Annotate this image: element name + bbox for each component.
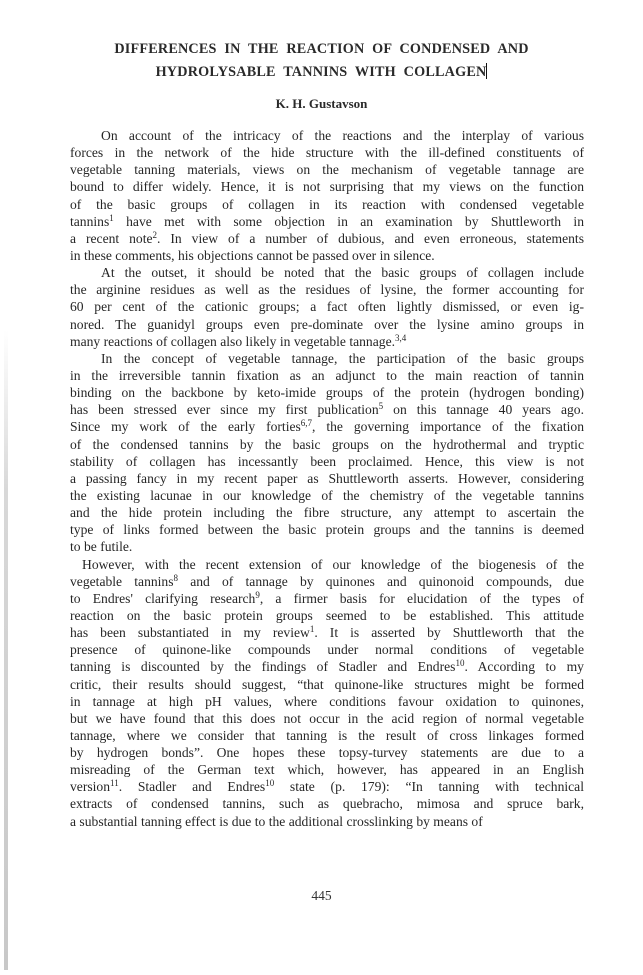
reference-superscript: 1: [309, 624, 315, 635]
text-line: to Endres' clarifying research$^9$, a firmer basis for elucidation of the types of: [70, 589, 584, 606]
reference-superscript: 6,7: [300, 418, 313, 429]
text-cursor: [486, 63, 487, 79]
text-line: and the hide protein including the fibre structure, any attempt to ascertain the: [70, 505, 584, 521]
text-line: tannage, where we consider that tanning is the result of cross linkages formed: [70, 727, 584, 743]
text-line: in these comments, his objections cannot be passed over in silence.: [70, 247, 435, 263]
page-number: 445: [311, 888, 332, 903]
text-line: However, with the recent extension of our knowledge of the biogenesis of the: [82, 556, 584, 572]
reference-superscript: 11: [110, 778, 119, 789]
text-line: critic, their results should suggest, “that quinone-like structures might be formed: [70, 676, 584, 692]
title-line-1: DIFFERENCES IN THE REACTION OF CONDENSED AND: [114, 41, 529, 57]
text-line: a substantial tanning effect is due to the additional crosslinking by means of: [70, 813, 483, 829]
text-line: tanning is discounted by the findings of Stadler and Endres$^{10}$. According to my: [70, 658, 584, 675]
reference-superscript: 8: [173, 572, 179, 583]
text-line: misreading of the German text which, however, has appeared in an English: [70, 762, 584, 778]
text-line: in the irreversible tannin fixation as an adjunct to the main reaction of tannin: [70, 367, 584, 383]
text-line: 60 per cent of the cationic groups; a fact often lightly dismissed, or even ig-: [70, 299, 584, 315]
text-line: Since my work of the early forties$^{6,7}$, the governing importance of the fixation: [70, 418, 584, 435]
text-line: of the condensed tannins by the basic groups on the hydrothermal and tryptic: [70, 436, 584, 452]
page-binding-edge: [4, 330, 8, 970]
text-line: reaction on the basic protein groups seemed to be established. This attitude: [70, 607, 584, 623]
text-line: vegetable tanning materials, views on the mechanism of vegetable tannage are: [70, 162, 584, 178]
text-line: the existing lacunae in our knowledge of the chemistry of the vegetable tannins: [70, 487, 584, 503]
text-line: in tannage at high pH values, where conditions favour oxidation to quinones,: [70, 693, 584, 709]
article-body: [70, 127, 584, 830]
article-title: [0, 38, 643, 84]
text-line: vegetable tannins$^8$ and of tannage by quinones and quinonoid compounds, due: [70, 572, 584, 589]
reference-superscript: 5: [378, 401, 384, 412]
reference-superscript: 10: [265, 778, 275, 789]
text-line: by hydrogen bonds”. One hopes these topsy-turvey statements are due to a: [70, 745, 584, 761]
reference-superscript: 1: [109, 212, 114, 223]
text-line: stability of collagen has incessantly been proclaimed. Hence, this view is not: [70, 453, 584, 469]
reference-superscript: 9: [255, 589, 260, 600]
text-line: the arginine residues as well as the residues of lysine, the former accounting for: [70, 282, 584, 298]
text-line: type of links formed between the basic protein groups and the tannins is deemed: [70, 522, 584, 538]
text-line: has been stressed ever since my first publication$^5$ on this tannage 40 years ago.: [70, 401, 584, 418]
text-line: binding on the backbone by keto-imide groups of the protein (hydrogen bonding): [70, 385, 584, 401]
text-line: extracts of condensed tannins, such as quebracho, mimosa and spruce bark,: [70, 796, 584, 812]
text-line: On account of the intricacy of the reactions and the interplay of various: [101, 128, 584, 143]
paragraph: [70, 264, 584, 350]
text-line: presence of quinone-like compounds under normal conditions of vegetable: [70, 642, 584, 658]
text-line: but we have found that this does not occur in the acid region of normal vegetable: [70, 710, 584, 726]
reference-superscript: 10: [455, 658, 465, 669]
text-line: many reactions of collagen also likely in vegetable tannage.$^{3,4}$: [70, 332, 407, 349]
text-line: has been substantiated in my review$^1$. It is asserted by Shuttleworth that the: [70, 624, 584, 641]
paragraph: [70, 127, 584, 264]
text-line: a passing fancy in my recent paper as Shuttleworth asserts. However, considering: [70, 470, 584, 486]
text-line: version$^{11}$. Stadler and Endres$^{10}$ state (p. 179): “In tanning with technical: [70, 778, 584, 795]
author-name: K. H. Gustavson: [275, 96, 368, 111]
text-line: to be futile.: [70, 539, 133, 555]
paragraph: [70, 556, 584, 830]
text-line: forces in the network of the hide structure with the ill-defined constituents of: [70, 145, 584, 161]
reference-superscript: 3,4: [395, 332, 407, 343]
text-line: bound to differ widely. Hence, it is not surprising that my views on the function: [70, 179, 584, 195]
text-line: tannins$^1$ have met with some objection in an examination by Shuttleworth in: [70, 212, 584, 229]
paragraph: [70, 350, 584, 556]
text-line: nored. The guanidyl groups even pre-dominate over the lysine amino groups in: [70, 316, 584, 332]
text-line: a recent note$^2$. In view of a number of dubious, and even erroneous, statements: [70, 229, 584, 246]
title-line-2-text: HYDROLYSABLE TANNINS WITH COLLAGEN: [155, 64, 487, 80]
text-line: At the outset, it should be noted that the basic groups of collagen include: [101, 265, 584, 281]
text-line: In the concept of vegetable tannage, the participation of the basic groups: [101, 350, 584, 366]
title-line-2: [0, 61, 643, 84]
text-line: of the basic groups of collagen in its reaction with condensed vegetable: [70, 196, 584, 212]
reference-superscript: 2: [152, 229, 158, 240]
